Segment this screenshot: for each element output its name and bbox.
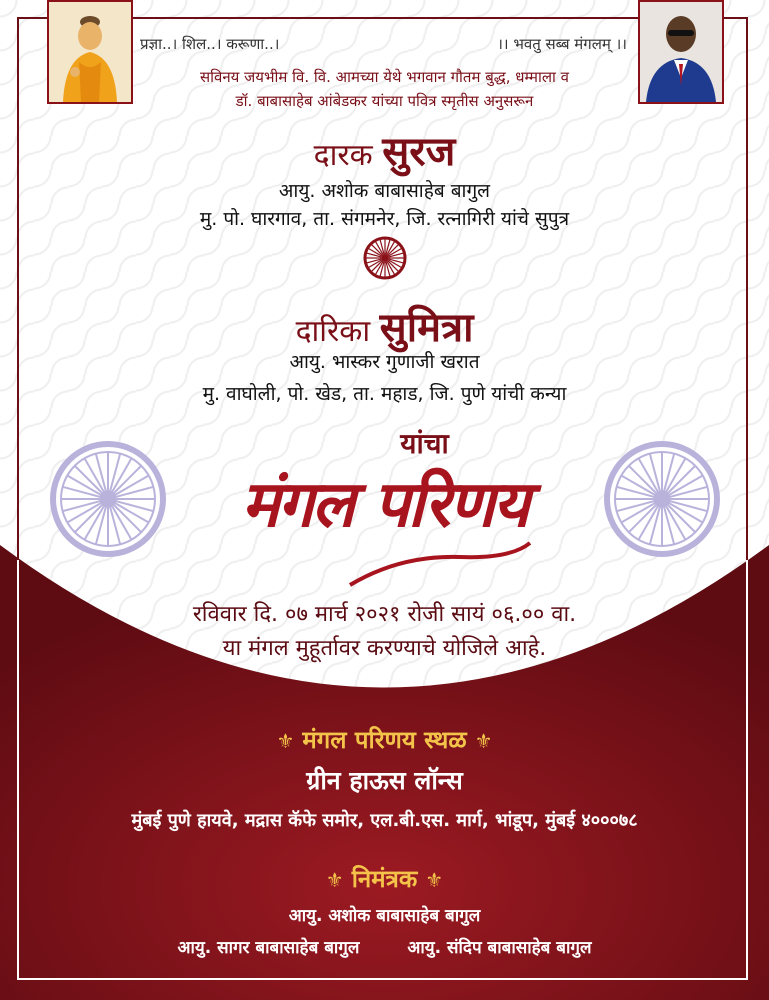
inviter-name-left: आयु. सागर बाबासाहेब बागुल (177, 938, 360, 958)
inviter-name-right: आयु. संदिप बाबासाहेब बागुल (407, 938, 592, 958)
bride-name: सुमित्रा (379, 305, 474, 351)
fleur-ornament-icon: ⚜ (474, 729, 493, 753)
bride-prefix: दारिका (295, 314, 371, 349)
buddha-portrait (47, 0, 133, 104)
inviter-heading (0, 862, 769, 895)
event-datetime: रविवार दि. ०७ मार्च २०२१ रोजी सायं ०६.०० वा. (192, 602, 577, 627)
ashoka-chakra-icon (362, 235, 408, 281)
left-motto: प्रज्ञा..। शिल..। करूणा..। (140, 35, 280, 53)
calligraphy-swash (340, 535, 540, 595)
bride-heading (0, 298, 769, 353)
yancha-label: यांचा (400, 427, 449, 460)
groom-address: मु. पो. घारगाव, ता. संगमनेर, जि. रत्नागिरी यांचे सुपुत्र (199, 208, 570, 230)
right-motto: ।। भवतु सब्ब मंगलम् ।। (497, 35, 627, 53)
bride-address: मु. वाघोली, पो. खेड, ता. महाड, जि. पुणे यांची कन्या (202, 383, 567, 405)
event-muhurat: या मंगल मुहूर्तावर करण्याचे योजिले आहे. (222, 636, 547, 661)
groom-name: सुरज (382, 129, 456, 175)
venue-heading (0, 723, 769, 756)
venue-name: ग्रीन हाऊस लॉन्स (306, 766, 463, 795)
fleur-ornament-icon: ⚜ (425, 868, 444, 892)
fleur-ornament-icon: ⚜ (325, 868, 344, 892)
groom-parent: आयु. अशोक बाबासाहेब बागुल (278, 180, 491, 202)
mangal-parinay-title: मंगल परिणय (241, 467, 528, 542)
bride-parent: आयु. भास्कर गुणाजी खरात (289, 351, 480, 373)
inviter-names-row (0, 935, 769, 958)
groom-prefix: दारक (313, 138, 373, 173)
venue-address: मुंबई पुणे हायवे, मद्रास कॅफे समोर, एल.बी.एस. मार्ग, भांडूप, मुंबई ४०००७८ (131, 810, 638, 831)
inviter-line-1: आयु. अशोक बाबासाहेब बागुल (288, 906, 481, 926)
blessing-line-1: सविनय जयभीम वि. वि. आमच्या येथे भगवान गौतम बुद्ध, धम्माला व (199, 68, 570, 86)
fleur-ornament-icon: ⚜ (276, 729, 295, 753)
groom-heading (0, 122, 769, 177)
inviter-heading-text: निमंत्रक (351, 865, 418, 893)
venue-heading-text: मंगल परिणय स्थळ (302, 726, 467, 754)
ambedkar-portrait (638, 0, 724, 104)
blessing-line-2: डॉ. बाबासाहेब आंबेडकर यांच्या पवित्र स्मृतीस अनुसरून (235, 92, 534, 110)
